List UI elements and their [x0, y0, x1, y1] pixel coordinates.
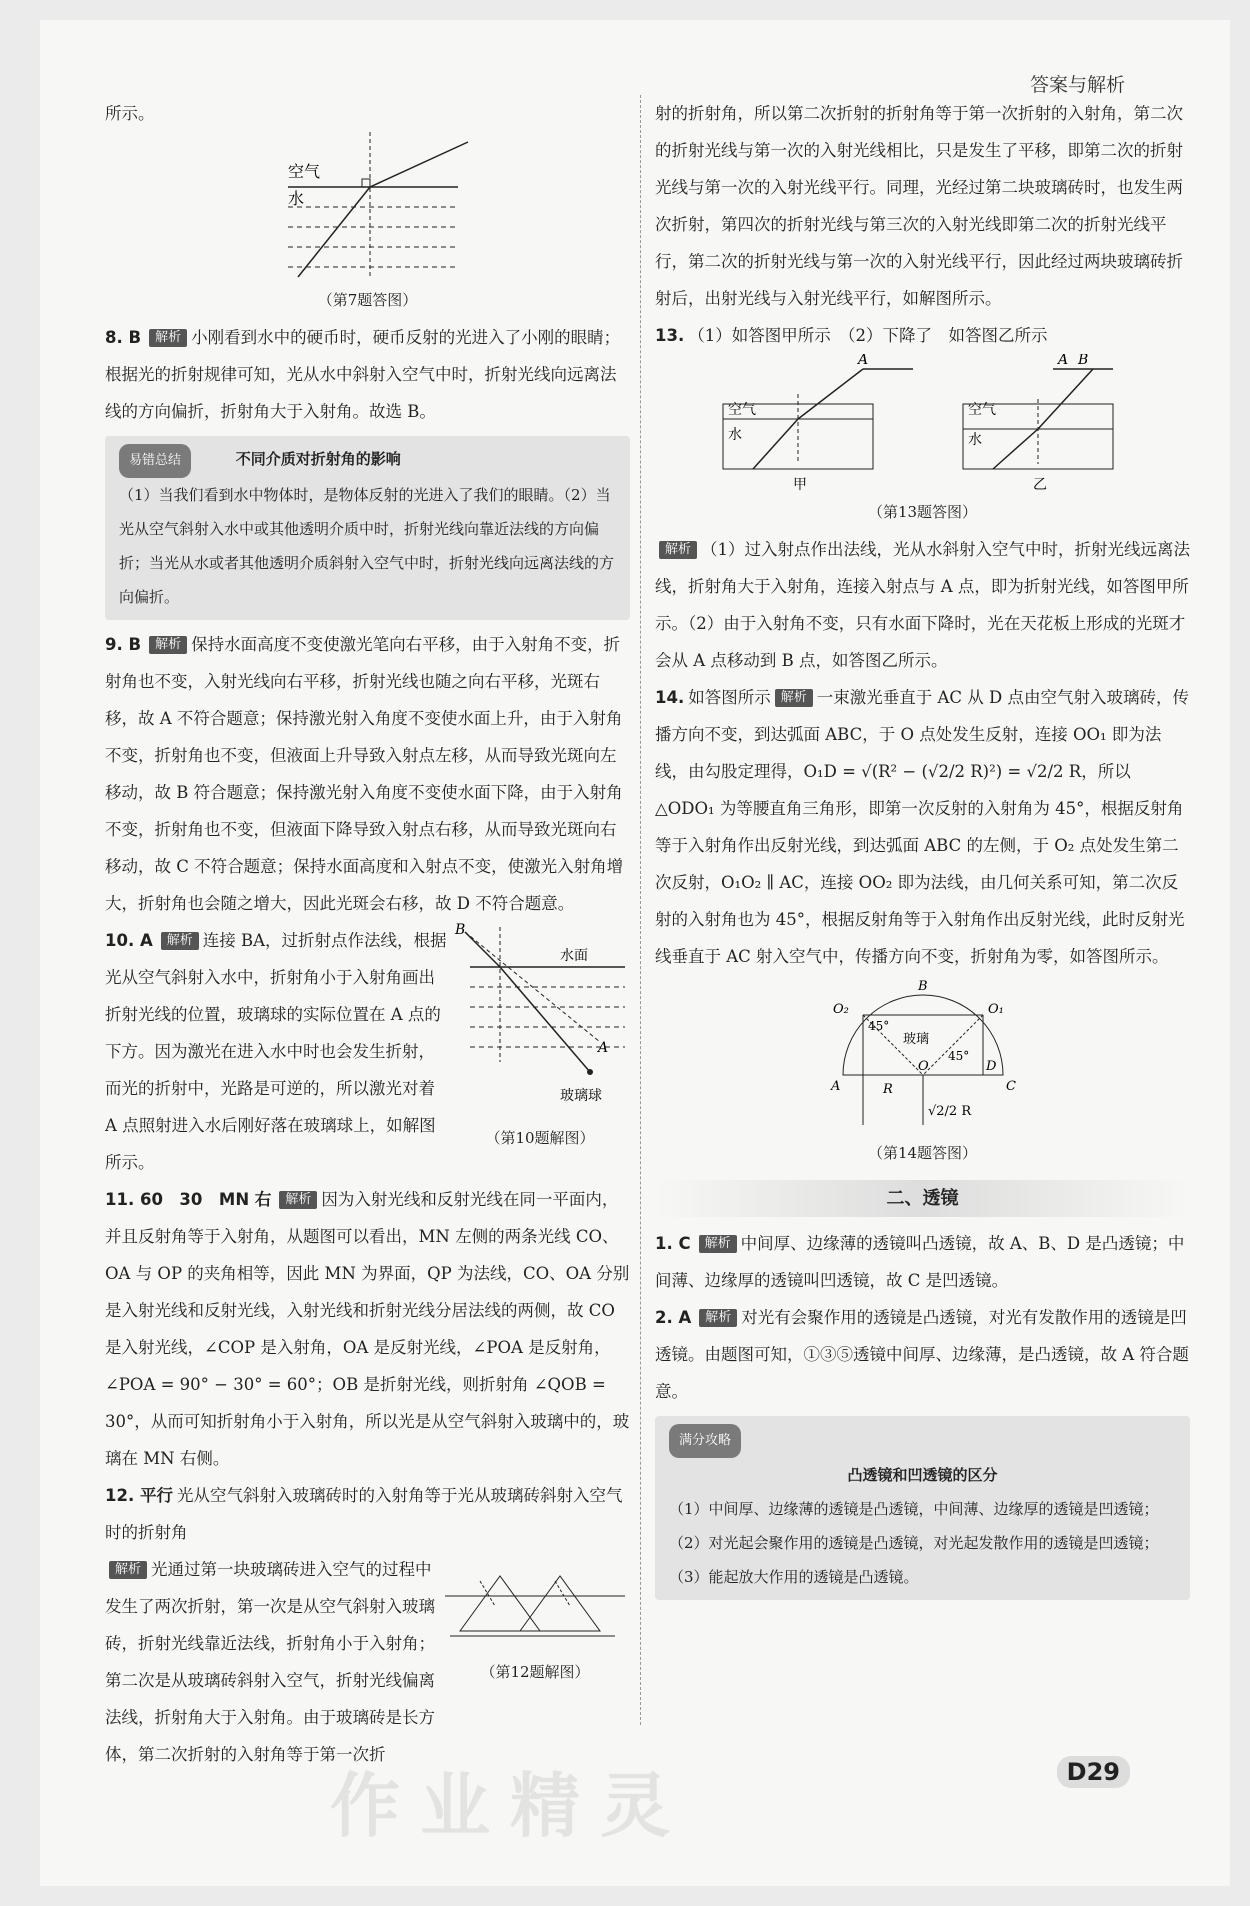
q14-frac-label: √2/2 R [927, 1104, 971, 1119]
summary-label: 易错总结 [119, 444, 191, 478]
q14-b-label: B [917, 979, 928, 994]
q14-glass-label: 玻璃 [902, 1032, 929, 1047]
tips-label: 满分攻略 [669, 1424, 741, 1458]
page-number: D29 [1057, 1756, 1130, 1788]
q14-a-label: A [830, 1079, 840, 1094]
q9-number: 9. B [105, 635, 142, 654]
tips-box [655, 1416, 1190, 1600]
q10-text: 连接 BA，过折射点作法线，根据光从空气斜射入水中，折射角小于入射角画出折射光线的位置，玻璃球的实际位置在 A 点的下方。因为激光在进入水中时也会发生折射，而光的折射中，光路是可逆的，所以激光对着 A 点照射进入水后刚好落在玻璃球上，如解图所示。 [105, 931, 447, 1172]
q14-r1-label: R [882, 1082, 893, 1097]
q12-body [105, 1551, 630, 1773]
summary-text: （1）当我们看到水中物体时，是物体反射的光进入了我们的眼睛。（2）当光从空气斜射入水中或其他透明介质中时，折射光线向靠近法线的方向偏折；当光从水或者其他透明介质斜射入空气中时，折射光线向远离法线的方向偏折。 [119, 486, 615, 606]
q10-caption: （第10题解图） [485, 1129, 595, 1147]
q13 [655, 317, 1190, 354]
q7-air-label: 空气 [287, 162, 320, 181]
q13-caption: （第13题答图） [867, 503, 978, 521]
q13-jia-label: 甲 [792, 477, 807, 493]
q13-text: （1）如答图甲所示 （2）下降了 如答图乙所示 [688, 326, 1048, 345]
tips-title: 凸透镜和凹透镜的区分 [847, 1466, 998, 1484]
q13-air-label-b: 空气 [967, 402, 996, 418]
q12-caption: （第12题解图） [480, 1663, 590, 1681]
column-divider [640, 95, 641, 1725]
q12-continued: 射的折射角，所以第二次折射的折射角等于第一次折射的入射角，第二次的折射光线与第一次的入射光线相比，只是发生了平移，即第二次的折射光线与第一次的入射光线平行。同理，光经过第二块玻璃砖时，也发生两次折射，第四次的折射光线与第三次的入射光线即第二次的折射光线平行，第二次的折射光线与第一次的入射光线平行，因此经过两块玻璃砖折射后，出射光线与入射光线平行，如解图所示。 [655, 104, 1183, 308]
q14-angle2: 45° [947, 1049, 969, 1063]
q13-tag: 解析 [659, 541, 697, 559]
q11-tag: 解析 [279, 1191, 317, 1209]
q8-tag: 解析 [149, 329, 187, 347]
s1-text: 中间厚、边缘薄的透镜叫凸透镜，故 A、B、D 是凸透镜；中间薄、边缘厚的透镜叫凹透镜，故 C 是凹透镜。 [655, 1234, 1185, 1290]
q14-tag: 解析 [775, 689, 813, 707]
q10 [105, 922, 630, 1181]
q14-caption: （第14题答图） [867, 1144, 978, 1162]
s1 [655, 1225, 1190, 1299]
s2-number: 2. A [655, 1308, 692, 1327]
tips-line1: （1）中间厚、边缘薄的透镜是凸透镜，中间薄、边缘厚的透镜是凹透镜； [669, 1500, 1159, 1518]
q12-tag: 解析 [109, 1561, 147, 1579]
q10-figure [450, 922, 630, 1107]
q7-water-label: 水 [287, 189, 304, 208]
q8-number: 8. B [105, 328, 142, 347]
q14-text: 如答图所示 [688, 688, 771, 707]
q11 [105, 1181, 630, 1477]
q14-o2-label: O₂ [832, 1002, 849, 1017]
q13-number: 13. [655, 326, 685, 345]
q14-angle1: 45° [867, 1019, 889, 1033]
q14-d-label: D [985, 1059, 996, 1074]
q13-b-label: B [1077, 354, 1088, 368]
q13-a-label: A [857, 354, 868, 368]
q9-text: 保持水面高度不变使激光笔向右平移，由于入射角不变，折射角也不变，入射光线向右平移，折射光线也随之向右平移，光斑右移，故 A 不符合题意；保持激光射入角度不变使水面上升，由于入射角不变，折射角也不变，但液面上升导致入射点左移，从而导致光斑向左移动，故 B 符合题意；保持激光射入角度不变使水面下降，由于入射角不变，折射角也不变，但液面下降导致入射点右移，从而导致光斑向右移动，故 C 不符合题意；保持水面高度和入射点不变，使激光入射角增大，折射角也会随之增大，因此光斑会右移，故 D 不符合题意。 [105, 635, 624, 913]
q12-number: 12. 平行 [105, 1486, 173, 1505]
q14-figure [823, 975, 1023, 1135]
section-title: 二、透镜 [655, 1180, 1190, 1217]
q13-figure [713, 354, 1133, 494]
tips-line2: （2）对光起会聚作用的透镜是凸透镜，对光起发散作用的透镜是凹透镜； [669, 1534, 1159, 1552]
q14-o-label: O [917, 1059, 929, 1074]
q12-text1: 光从空气斜射入玻璃砖时的入射角等于光从玻璃砖斜射入空气时的折射角 [105, 1486, 623, 1542]
q12 [105, 1477, 630, 1551]
q8-text: 小刚看到水中的硬币时，硬币反射的光进入了小刚的眼睛；根据光的折射规律可知，光从水中斜射入空气中时，折射光线向远离法线的方向偏折，折射角大于入射角。故选 B。 [105, 328, 621, 421]
q13-air-label-a: 空气 [727, 402, 756, 418]
intro-text: 所示。 [105, 104, 155, 123]
s2-tag: 解析 [699, 1309, 737, 1327]
q13-water-label-b: 水 [967, 432, 982, 448]
q11-text: 因为入射光线和反射光线在同一平面内，并且反射角等于入射角，从题图可以看出，MN 左侧的两条光线 CO、OA 与 OP 的夹角相等，因此 MN 为界面，QP 为法线，CO、OA 分别是入射光线和反射光线，入射光线和折射光线分居法线的两侧，故 CO 是入射光线，∠COP 是入射角，OA 是反射光线，∠POA 是反射角，∠POA = 90° − 30° = 60°；OB 是折射光线，则折射角 ∠QOB = 30°，从而可知折射角小于入射角，所以光是从空气斜射入玻璃中的，玻璃在 MN 右侧。 [105, 1190, 630, 1468]
q13-a2-label: A [1057, 354, 1068, 368]
watermark: 作业精灵 [330, 1765, 690, 1847]
q7-figure [258, 132, 478, 282]
header-title: 答案与解析 [1029, 74, 1125, 96]
q14-c-label: C [1005, 1079, 1016, 1094]
q10-tag: 解析 [161, 932, 199, 950]
q11-number: 11. 60 30 MN 右 [105, 1190, 272, 1209]
q7-caption: （第7题答图） [317, 291, 418, 309]
q9 [105, 626, 630, 922]
q14-o1-label: O₁ [987, 1002, 1004, 1017]
q9-tag: 解析 [149, 636, 187, 654]
q13-water-label-a: 水 [727, 427, 742, 443]
right-column [655, 95, 1190, 1606]
q8 [105, 319, 630, 430]
q14-exp-text: 一束激光垂直于 AC 从 D 点由空气射入玻璃砖，传播方向不变，到达弧面 ABC，于 O 点处发生反射，连接 OO₁ 即为法线，由勾股定理得，O₁D = √(R² − (√2/2 R)²) = √2/2 R，所以 △ODO₁ 为等腰直角三角形，即第一次反射的入射角为 45°，根据反射角等于入射角作出反射光线，到达弧面 ABC 的左侧，于 O₂ 点处发生第二次反射，O₁O₂ ∥ AC，连接 OO₂ 即为法线，由几何关系可知，第二次反射的入射角也为 45°，根据反射角等于入射角作出反射光线，此时反射光线垂直于 AC 射入空气中，传播方向不变，折射角为零，如答图所示。 [655, 688, 1189, 966]
q14-number: 14. [655, 688, 685, 707]
summary-box [105, 436, 630, 620]
q10-ball-label: 玻璃球 [560, 1088, 602, 1104]
q10-a-label: A [598, 1040, 609, 1056]
q13-exp-text: （1）过入射点作出法线，光从水斜射入空气中时，折射光线远离法线，折射角大于入射角，连接入射点与 A 点，即为折射光线，如答图甲所示。（2）由于入射角不变，只有水面下降时，光在天花板上形成的光斑才会从 A 点移动到 B 点，如答图乙所示。 [655, 540, 1191, 670]
left-column [105, 95, 630, 1773]
summary-title: 不同介质对折射角的影响 [235, 450, 401, 468]
q10-b-label: B [455, 922, 466, 938]
q13-yi-label: 乙 [1032, 477, 1047, 493]
q13-explanation [655, 531, 1190, 679]
tips-line3: （3）能起放大作用的透镜是凸透镜。 [669, 1568, 919, 1586]
s2-text: 对光有会聚作用的透镜是凸透镜，对光有发散作用的透镜是凹透镜。由题图可知，①③⑤透镜中间厚、边缘薄，是凸透镜，故 A 符合题意。 [655, 1308, 1189, 1401]
q12-figure [440, 1551, 630, 1641]
s1-tag: 解析 [699, 1235, 737, 1253]
s2 [655, 1299, 1190, 1410]
q14 [655, 679, 1190, 975]
q10-water-label: 水面 [560, 948, 588, 964]
q12-text2: 光通过第一块玻璃砖进入空气的过程中发生了两次折射，第一次是从空气斜射入玻璃砖，折射光线靠近法线，折射角小于入射角；第二次是从玻璃砖斜射入空气，折射光线偏离法线，折射角大于入射角。由于玻璃砖是长方体，第二次折射的入射角等于第一次折 [105, 1560, 435, 1764]
q10-number: 10. A [105, 931, 153, 950]
s1-number: 1. C [655, 1234, 691, 1253]
